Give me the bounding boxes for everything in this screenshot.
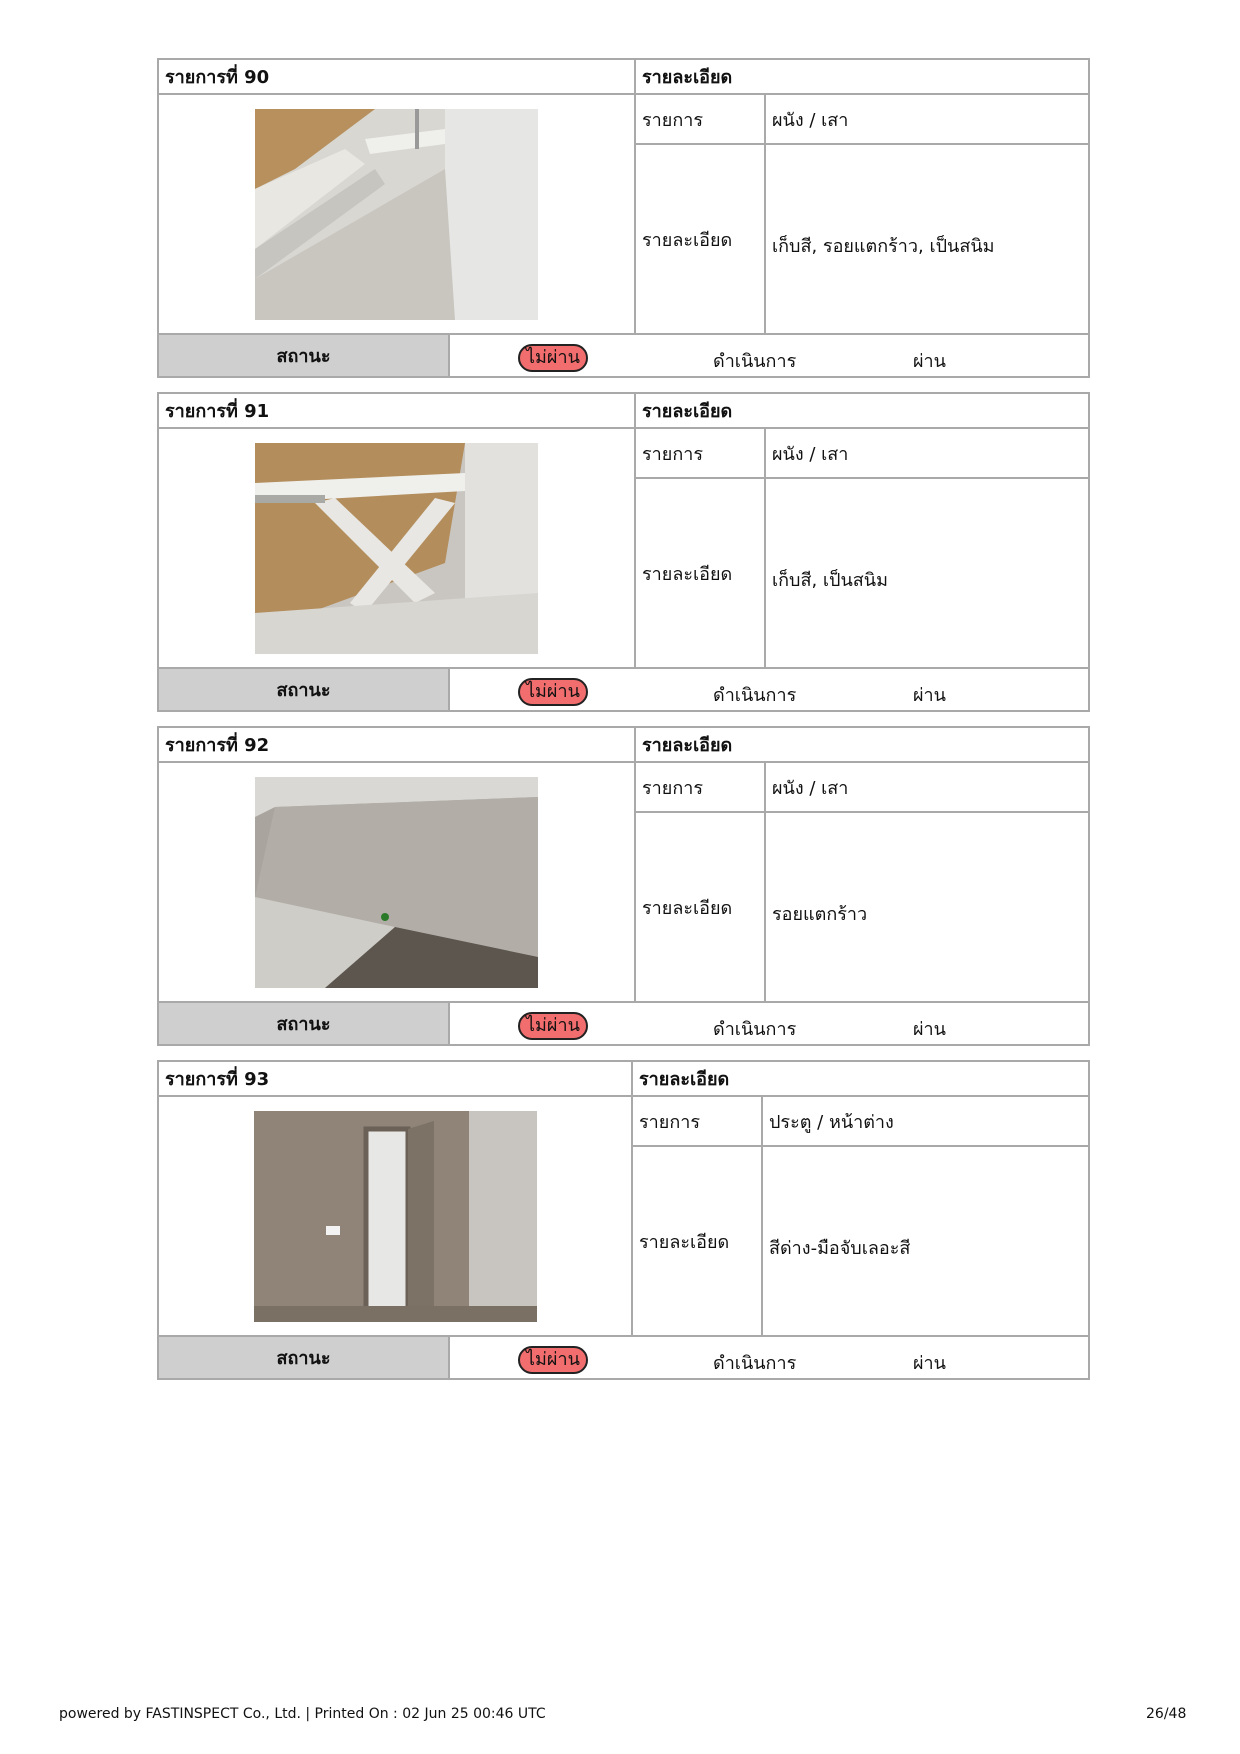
status-label: สถานะ: [158, 1002, 449, 1045]
item-detail: สีด่าง-มือจับเลอะสี: [762, 1146, 1089, 1336]
inspection-card-92: [157, 726, 1088, 1046]
item-title: รายการที่ 91: [158, 393, 635, 428]
photo-cell: [158, 428, 635, 668]
item-detail: เก็บสี, เป็นสนิม: [765, 478, 1089, 668]
status-label: สถานะ: [158, 668, 449, 711]
inspection-photo[interactable]: [255, 443, 538, 654]
detail-header: รายละเอียด: [632, 1061, 1089, 1096]
item-category: ผนัง / เสา: [765, 94, 1089, 144]
status-pass-option[interactable]: ผ่าน: [913, 1019, 946, 1040]
item-label: รายการ: [635, 94, 765, 144]
footer-credit: powered by FASTINSPECT Co., Ltd. | Printed On : 02 Jun 25 00:46 UTC: [59, 1706, 546, 1722]
status-pass-option[interactable]: ผ่าน: [913, 351, 946, 372]
inspection-card-90: [157, 58, 1088, 378]
item-detail: รอยแตกร้าว: [765, 812, 1089, 1002]
inspection-card-93: [157, 1060, 1088, 1380]
inspection-photo[interactable]: [255, 109, 538, 320]
page-number: 26/48: [1146, 1706, 1187, 1722]
status-fail-selected[interactable]: ไม่ผ่าน: [518, 678, 588, 706]
status-label: สถานะ: [158, 1336, 449, 1379]
status-label: สถานะ: [158, 334, 449, 377]
item-detail: เก็บสี, รอยแตกร้าว, เป็นสนิม: [765, 144, 1089, 334]
status-fail-selected[interactable]: ไม่ผ่าน: [518, 1346, 588, 1374]
inspection-photo[interactable]: [255, 777, 538, 988]
detail-label: รายละเอียด: [632, 1146, 762, 1336]
item-label: รายการ: [635, 762, 765, 812]
status-in-progress-option[interactable]: ดำเนินการ: [713, 1019, 797, 1040]
status-pass-option[interactable]: ผ่าน: [913, 685, 946, 706]
detail-label: รายละเอียด: [635, 144, 765, 334]
item-title: รายการที่ 93: [158, 1061, 632, 1096]
status-in-progress-option[interactable]: ดำเนินการ: [713, 685, 797, 706]
item-title: รายการที่ 90: [158, 59, 635, 94]
item-category: ผนัง / เสา: [765, 428, 1089, 478]
status-in-progress-option[interactable]: ดำเนินการ: [713, 1353, 797, 1374]
item-category: ประตู / หน้าต่าง: [762, 1096, 1089, 1146]
inspection-card-91: [157, 392, 1088, 712]
detail-label: รายละเอียด: [635, 812, 765, 1002]
status-fail-selected[interactable]: ไม่ผ่าน: [518, 344, 588, 372]
item-category: ผนัง / เสา: [765, 762, 1089, 812]
status-options: [449, 1336, 1089, 1379]
item-label: รายการ: [635, 428, 765, 478]
status-options: [449, 334, 1089, 377]
detail-label: รายละเอียด: [635, 478, 765, 668]
photo-cell: [158, 1096, 632, 1336]
inspection-photo[interactable]: [254, 1111, 537, 1322]
detail-header: รายละเอียด: [635, 393, 1089, 428]
status-fail-selected[interactable]: ไม่ผ่าน: [518, 1012, 588, 1040]
detail-header: รายละเอียด: [635, 727, 1089, 762]
status-options: [449, 668, 1089, 711]
item-title: รายการที่ 92: [158, 727, 635, 762]
photo-cell: [158, 94, 635, 334]
item-label: รายการ: [632, 1096, 762, 1146]
status-in-progress-option[interactable]: ดำเนินการ: [713, 351, 797, 372]
photo-cell: [158, 762, 635, 1002]
status-pass-option[interactable]: ผ่าน: [913, 1353, 946, 1374]
status-options: [449, 1002, 1089, 1045]
detail-header: รายละเอียด: [635, 59, 1089, 94]
